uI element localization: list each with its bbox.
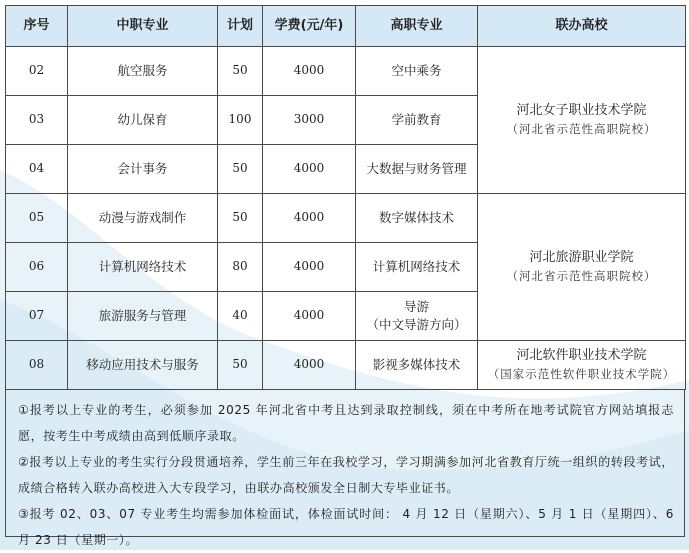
header-university: 联办高校 <box>478 6 686 47</box>
row-no: 03 <box>6 96 68 145</box>
row-fee: 4000 <box>263 47 356 96</box>
row-major: 会计事务 <box>68 145 218 194</box>
table-row <box>6 194 686 243</box>
row-college-major: 空中乘务 <box>356 47 478 96</box>
row-college-major: 大数据与财务管理 <box>356 145 478 194</box>
header-major: 中职专业 <box>68 6 218 47</box>
row-no: 02 <box>6 47 68 96</box>
row-college-major: 影视多媒体技术 <box>356 341 478 390</box>
table-row <box>6 341 686 390</box>
university-name: 河北软件职业技术学院 <box>516 348 647 364</box>
notes-box <box>5 390 685 547</box>
university-name: 河北旅游职业学院 <box>529 250 634 266</box>
row-fee: 4000 <box>263 194 356 243</box>
university-cell <box>478 47 686 194</box>
row-college-major: 学前教育 <box>356 96 478 145</box>
university-note: （河北省示范性高职院校） <box>506 122 657 137</box>
row-plan: 50 <box>218 194 263 243</box>
row-major: 动漫与游戏制作 <box>68 194 218 243</box>
row-fee: 4000 <box>263 292 356 341</box>
row-major: 计算机网络技术 <box>68 243 218 292</box>
row-college-major: 计算机网络技术 <box>356 243 478 292</box>
majors-table <box>5 5 686 390</box>
row-fee: 3000 <box>263 96 356 145</box>
row-plan: 80 <box>218 243 263 292</box>
university-cell <box>478 341 686 390</box>
row-major: 旅游服务与管理 <box>68 292 218 341</box>
university-note: （国家示范性软件职业技术学院） <box>487 367 676 382</box>
row-no: 04 <box>6 145 68 194</box>
row-no: 07 <box>6 292 68 341</box>
row-plan: 50 <box>218 47 263 96</box>
row-plan: 100 <box>218 96 263 145</box>
header-fee: 学费(元/年) <box>263 6 356 47</box>
row-no: 08 <box>6 341 68 390</box>
table-row <box>6 47 686 96</box>
row-major: 移动应用技术与服务 <box>68 341 218 390</box>
row-major: 幼儿保育 <box>68 96 218 145</box>
row-major: 航空服务 <box>68 47 218 96</box>
row-fee: 4000 <box>263 243 356 292</box>
row-plan: 50 <box>218 341 263 390</box>
row-plan: 40 <box>218 292 263 341</box>
note-1: ①报考以上专业的考生，必须参加 2025 年河北省中考且达到录取控制线，须在中考所在地考试院官方网站填报志愿，按考生中考成绩由高到低顺序录取。 <box>18 403 674 443</box>
row-college-major: 数字媒体技术 <box>356 194 478 243</box>
university-cell <box>478 194 686 341</box>
university-note: （河北省示范性高职院校） <box>506 269 657 284</box>
enrollment-sheet <box>5 5 685 547</box>
university-name: 河北女子职业技术学院 <box>516 103 647 119</box>
row-no: 06 <box>6 243 68 292</box>
table-header-row <box>6 6 686 47</box>
header-college-major: 高职专业 <box>356 6 478 47</box>
row-college-major <box>356 292 478 341</box>
note-3: ③报考 02、03、07 专业考生均需参加体检面试，体检面试时间： 4 月 12 日（星期六）、5 月 1 日（星期四）、6 月 23 日（星期一）。 <box>18 507 674 547</box>
row-fee: 4000 <box>263 341 356 390</box>
college-major-line1: 导游 <box>403 298 429 314</box>
header-no: 序号 <box>6 6 68 47</box>
row-fee: 4000 <box>263 145 356 194</box>
row-no: 05 <box>6 194 68 243</box>
row-plan: 50 <box>218 145 263 194</box>
college-major-line2: （中文导游方向） <box>366 317 467 332</box>
note-2: ②报考以上专业的考生实行分段贯通培养，学生前三年在我校学习，学习期满参加河北省教育厅统一组织的转段考试，成绩合格转入联办高校进入大专段学习，由联办高校颁发全日制大专毕业证书。 <box>18 455 674 495</box>
header-plan: 计划 <box>218 6 263 47</box>
